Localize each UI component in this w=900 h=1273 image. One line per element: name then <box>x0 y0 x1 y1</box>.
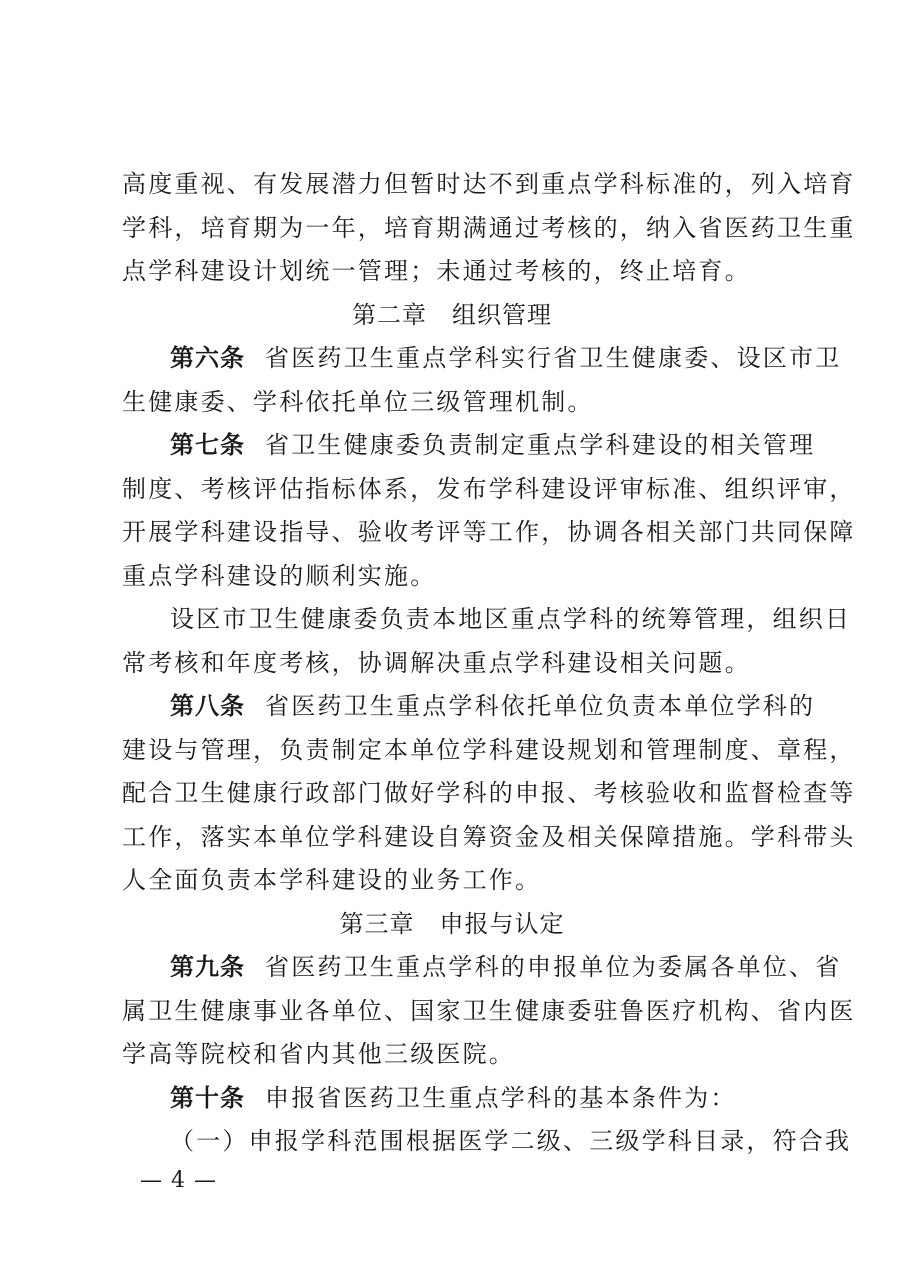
article-text: 省医药卫生重点学科实行省卫生健康委、设区市卫 <box>265 344 842 372</box>
text-line: 人全面负责本学科建设的业务工作。 <box>122 866 542 894</box>
text-line: 点学科建设计划统一管理；未通过考核的，终止培育。 <box>122 257 751 285</box>
article-text: 省医药卫生重点学科依托单位负责本单位学科的 <box>265 692 816 720</box>
text-line <box>122 337 842 381</box>
text-line <box>122 1077 782 1121</box>
text-line: 建设与管理，负责制定本单位学科建设规划和管理制度、章程， <box>122 735 856 764</box>
article-10 <box>122 1077 782 1121</box>
text-line: 工作，落实本单位学科建设自筹资金及相关保障措施。学科带头 <box>122 822 856 851</box>
text-line: 学科，培育期为一年，培育期满通过考核的，纳入省医药卫生重 <box>122 213 856 242</box>
text-line: （一）申报学科范围根据医学二级、三级学科目录，符合我 <box>170 1127 852 1155</box>
text-line: 制度、考核评估指标体系，发布学科建设评审标准、组织评审， <box>122 474 856 503</box>
text-line <box>122 424 816 468</box>
chapter-heading-3: 第三章 申报与认定 <box>339 909 565 938</box>
text-line <box>122 946 842 990</box>
article-label: 第八条 <box>170 692 245 720</box>
article-label: 第六条 <box>170 344 245 372</box>
paragraph-continuation <box>122 163 856 294</box>
article-label: 第七条 <box>170 431 245 459</box>
paragraph-city-commission <box>122 598 852 685</box>
text-line: 属卫生健康事业各单位、国家卫生健康委驻鲁医疗机构、省内医 <box>122 996 856 1025</box>
article-9 <box>122 946 856 1077</box>
text-line: 开展学科建设指导、验收考评等工作，协调各相关部门共同保障 <box>122 518 856 546</box>
article-text: 申报省医药卫生重点学科的基本条件为： <box>265 1083 737 1112</box>
text-line: 重点学科建设的顺利实施。 <box>122 561 437 590</box>
article-7 <box>122 424 856 598</box>
text-line: 生健康委、学科依托单位三级管理机制。 <box>122 387 594 416</box>
article-label: 第十条 <box>170 1083 245 1112</box>
text-line: 学高等院校和省内其他三级医院。 <box>122 1040 515 1068</box>
text-line: 常考核和年度考核，协调解决重点学科建设相关问题。 <box>122 648 751 677</box>
article-8 <box>122 685 856 903</box>
text-line: 高度重视、有发展潜力但暂时达不到重点学科标准的，列入培育 <box>122 170 856 198</box>
text-line <box>122 685 816 729</box>
page-number: — 4 — <box>140 1168 217 1193</box>
text-line: 设区市卫生健康委负责本地区重点学科的统筹管理，组织日 <box>170 605 852 633</box>
article-text: 省医药卫生重点学科的申报单位为委属各单位、省 <box>265 953 842 981</box>
chapter-heading-2: 第二章 组织管理 <box>352 300 552 329</box>
article-label: 第九条 <box>170 953 245 981</box>
document-body <box>122 163 856 1164</box>
list-item-1 <box>122 1120 852 1164</box>
article-text: 省卫生健康委负责制定重点学科建设的相关管理 <box>265 431 816 459</box>
text-line: 配合卫生健康行政部门做好学科的申报、考核验收和监督检查等 <box>122 779 856 807</box>
article-6 <box>122 337 842 424</box>
